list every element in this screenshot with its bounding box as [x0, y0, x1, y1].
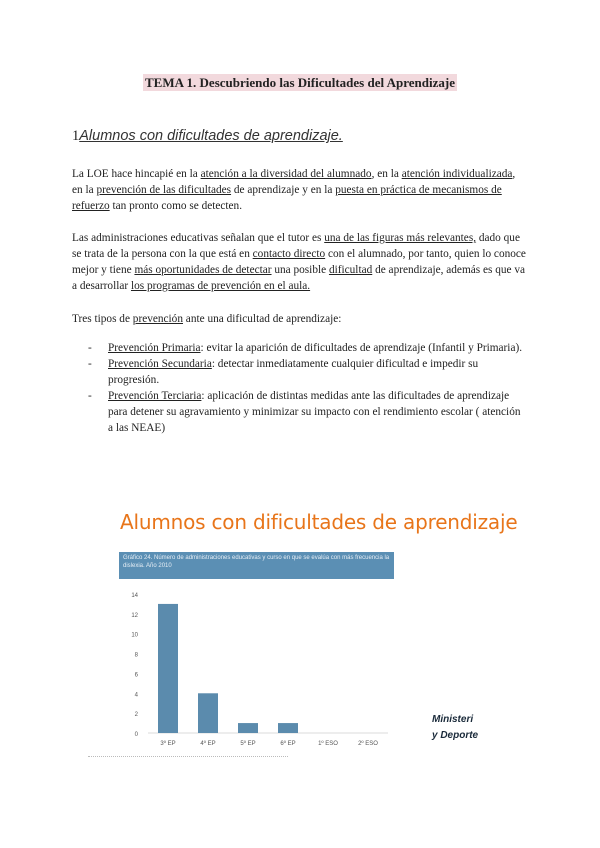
x-tick-label: 1º ESO: [318, 741, 338, 747]
y-tick-label: 2: [134, 712, 138, 719]
underlined-phrase: una de las figuras más relevantes,: [324, 232, 477, 244]
y-tick-label: 8: [134, 652, 138, 659]
list-item: - Prevención Primaria: evitar la aparición de dificultades de aprendizaje (Infantil y Primaria).: [88, 342, 523, 354]
tutor-paragraph: Las administraciones educativas señalan que el tutor es una de las figuras más relevantes, dado que se trata de la persona con la que está en contacto directo con el alumnado, por tanto, quien lo conoce mejor y tiene más oportunidades de detectar una posible dificultad de aprendizaje, además es que va a desarrollar los programas de prevención en el aula.: [72, 232, 526, 292]
x-tick-label: 4º EP: [200, 741, 216, 747]
bar-chart: [118, 584, 398, 754]
section-title: Alumnos con dificultades de aprendizaje.: [79, 128, 343, 144]
y-tick-label: 6: [134, 672, 138, 679]
x-tick-label: 3º EP: [160, 741, 176, 747]
y-tick-label: 12: [131, 612, 138, 619]
underlined-phrase: puesta en práctica de mecanismos de refuerzo: [72, 184, 502, 212]
section-number: 1: [72, 128, 80, 144]
x-tick-label: 6º EP: [280, 741, 296, 747]
underlined-phrase: más oportunidades de detectar: [134, 264, 272, 276]
prevention-intro: Tres tipos de prevención ante una dificultad de aprendizaje:: [72, 313, 342, 325]
figure-title: Alumnos con dificultades de aprendizaje: [120, 510, 518, 534]
bar: [238, 723, 258, 733]
x-tick-label: 5º EP: [240, 741, 256, 747]
bar: [278, 723, 298, 733]
underlined-phrase: atención a la diversidad del alumnado: [200, 168, 372, 180]
y-tick-label: 10: [131, 632, 138, 639]
y-tick-label: 0: [134, 732, 138, 738]
footnote-line: [88, 756, 288, 761]
underlined-phrase: contacto directo: [252, 248, 326, 260]
y-tick-label: 14: [131, 593, 138, 599]
list-item: - Prevención Terciaria: aplicación de distintas medidas ante las dificultades de aprendizaje para detener su agravamiento y minimizar su impacto con el rendimiento escolar ( atención a las NEAE): [88, 390, 521, 434]
underlined-phrase: los programas de prevención en el aula.: [130, 280, 311, 292]
section-heading: [72, 128, 343, 145]
underlined-phrase: prevención de las dificultades: [96, 184, 232, 196]
ministry-logo-text: Ministeri y Deporte: [432, 714, 479, 741]
list-item-label: Prevención Primaria: [108, 342, 201, 354]
x-tick-label: 2º ESO: [358, 741, 378, 747]
list-item-label: Prevención Terciaria: [108, 390, 202, 402]
document-title: TEMA 1. Descubriendo las Dificultades del Aprendizaje: [145, 75, 455, 90]
underlined-phrase: prevención: [132, 313, 183, 325]
chart-header: Gráfico 24. Número de administraciones educativas y curso en que se evalúa con más frecuencia la dislexia. Año 2010: [119, 552, 394, 579]
y-tick-label: 4: [134, 692, 138, 699]
bar: [198, 693, 218, 733]
underlined-phrase: atención individualizada: [401, 168, 513, 180]
document-title-wrap: [0, 74, 600, 92]
list-item-label: Prevención Secundaria: [108, 358, 212, 370]
list-item: - Prevención Secundaria: detectar inmediatamente cualquier dificultad e impedir su progresión.: [88, 358, 479, 386]
bar: [158, 604, 178, 733]
prevention-list: [72, 340, 528, 436]
embedded-figure: [88, 500, 518, 768]
intro-paragraph: La LOE hace hincapié en la atención a la diversidad del alumnado, en la atención individualizada, en la prevención de las dificultades de aprendizaje y en la puesta en práctica de mecanismos de refuerzo tan pronto como se detecten.: [72, 168, 516, 212]
underlined-phrase: dificultad: [328, 264, 373, 276]
